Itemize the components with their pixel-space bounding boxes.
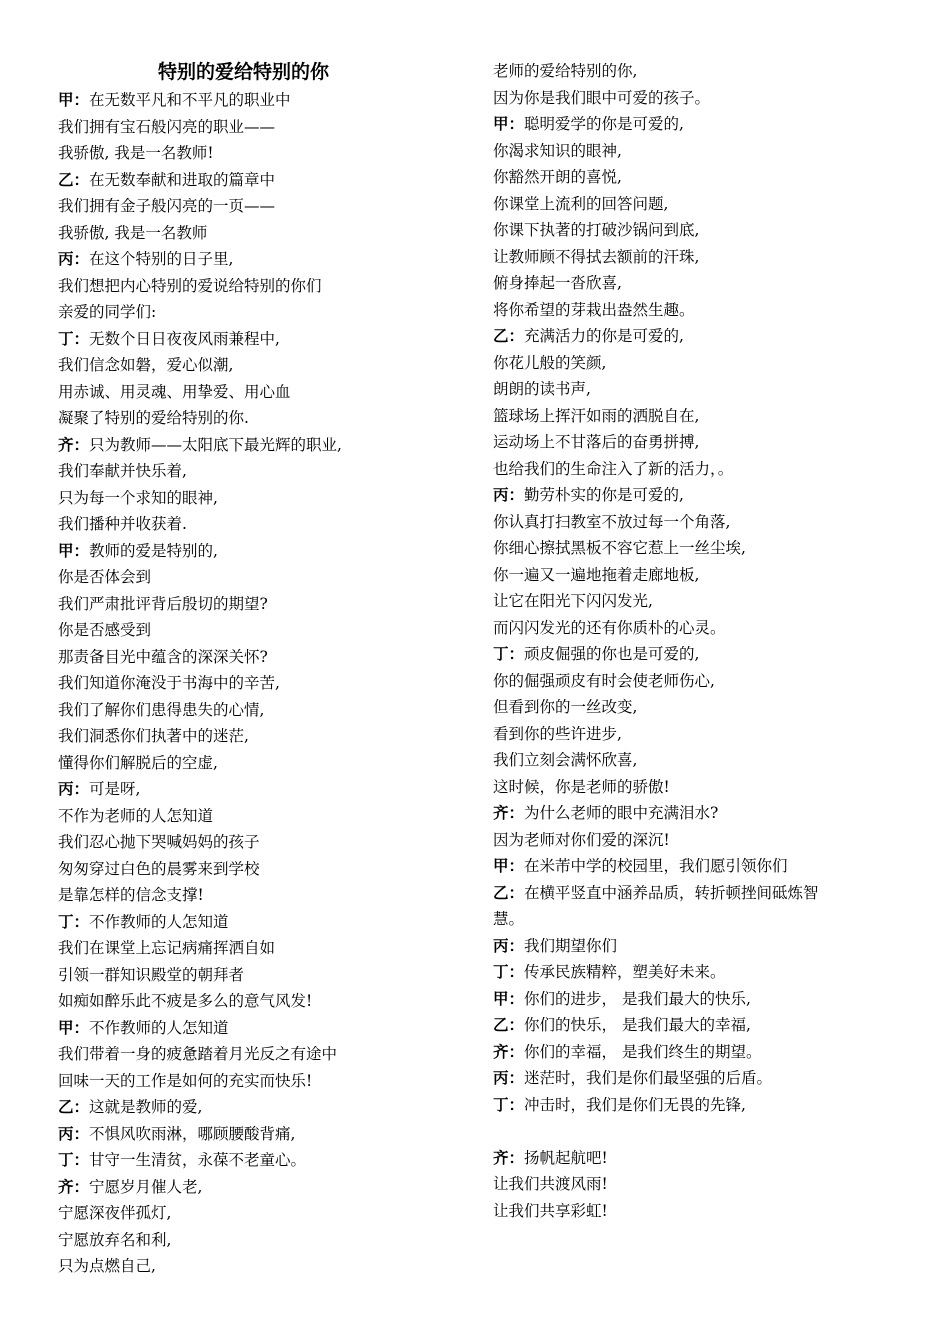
- line-text: 宁愿放弃名和利,: [58, 1230, 172, 1249]
- poem-line: [58, 273, 468, 300]
- speaker-label: 丙：: [493, 1069, 525, 1087]
- poem-line: [58, 1121, 468, 1148]
- line-text: 你渴求知识的眼神,: [493, 141, 622, 160]
- poem-line: [58, 803, 468, 830]
- poem-line: [58, 220, 468, 247]
- poem-line: [493, 641, 913, 668]
- poem-line: [58, 1227, 468, 1254]
- poem-line: [58, 326, 468, 353]
- line-text: 看到你的些许进步,: [493, 724, 622, 743]
- line-text: 你花儿般的笑颜,: [493, 353, 607, 372]
- line-text: 我们带着一身的疲惫踏着月光反之有途中: [58, 1045, 338, 1063]
- poem-line: [493, 164, 913, 191]
- poem-line: [58, 1041, 468, 1068]
- poem-line: [493, 323, 913, 350]
- speaker-label: 齐：: [493, 804, 525, 822]
- line-text: 那责备目光中蕴含的深深关怀?: [58, 647, 268, 666]
- poem-line: [493, 1092, 913, 1119]
- poem-line: [493, 906, 913, 933]
- line-text: 懂得你们解脱后的空虚,: [58, 753, 218, 772]
- line-text: 匆匆穿过白色的晨雾来到学校: [58, 859, 260, 878]
- speaker-label: 丁：: [58, 1151, 90, 1169]
- line-text: 你的倔强顽皮有时会使老师伤心,: [493, 671, 715, 690]
- poem-line: [58, 697, 468, 724]
- line-text: 引领一群知识殿堂的朝拜者: [58, 965, 245, 984]
- line-text: 我们拥有金子般闪亮的一页——: [58, 197, 276, 215]
- line-text: 将你希望的芽栽出盎然生趣。: [493, 300, 695, 319]
- line-text: 不惧风吹雨淋，哪顾腰酸背痛,: [89, 1124, 296, 1143]
- poem-line: [493, 721, 913, 748]
- line-text: 传承民族精粹，塑美好未来。: [524, 963, 726, 981]
- line-text: 在无数平凡和不平凡的职业中: [89, 91, 291, 109]
- poem-line: [493, 191, 913, 218]
- line-text: 我们期望你们: [524, 936, 618, 955]
- speaker-label: 甲：: [493, 857, 525, 875]
- poem-line: [493, 111, 913, 138]
- line-text: 你是否感受到: [58, 621, 152, 639]
- poem-line: [493, 747, 913, 774]
- blank-line: [493, 1118, 913, 1145]
- poem-line: [58, 87, 468, 114]
- poem-line: [58, 909, 468, 936]
- poem-line: [58, 538, 468, 565]
- line-text: 回味一天的工作是如何的充实而快乐!: [58, 1071, 313, 1090]
- right-column: [493, 58, 913, 1224]
- poem-line: [58, 114, 468, 141]
- poem-line: [493, 562, 913, 589]
- poem-line: [58, 432, 468, 459]
- line-text: 而闪闪发光的还有你质朴的心灵。: [493, 618, 726, 637]
- poem-line: [493, 350, 913, 377]
- line-text: 俯身捧起一沓欣喜,: [493, 274, 622, 292]
- poem-line: [58, 405, 468, 432]
- speaker-label: 丁：: [493, 963, 525, 981]
- poem-line: [58, 352, 468, 379]
- poem-line: [58, 458, 468, 485]
- poem-line: [493, 85, 913, 112]
- poem-line: [58, 644, 468, 671]
- poem-line: [493, 1065, 913, 1092]
- line-text: 冲击时，我们是你们无畏的先锋,: [524, 1095, 746, 1114]
- line-text: 我们严肃批评背后殷切的期望?: [58, 594, 268, 613]
- poem-line: [493, 800, 913, 827]
- poem-line: [493, 297, 913, 324]
- poem-line: [58, 511, 468, 538]
- poem-line: [493, 376, 913, 403]
- line-text: 不作为老师的人怎知道: [58, 806, 214, 825]
- speaker-label: 甲：: [493, 115, 525, 133]
- speaker-label: 丁：: [493, 645, 525, 663]
- line-text: 只为每一个求知的眼神,: [58, 488, 218, 507]
- speaker-label: 乙：: [58, 170, 90, 189]
- poem-line: [493, 933, 913, 960]
- line-text: 让教师顾不得拭去额前的汗珠,: [493, 247, 700, 266]
- poem-line: [58, 485, 468, 512]
- line-text: 你豁然开朗的喜悦,: [493, 168, 622, 186]
- line-text: 让我们共渡风雨!: [493, 1175, 608, 1193]
- line-text: 我们立刻会满怀欣喜,: [493, 751, 638, 769]
- line-text: 我骄傲, 我是一名教师!: [58, 144, 214, 162]
- poem-line: [493, 244, 913, 271]
- poem-line: [493, 1171, 913, 1198]
- line-text: 朗朗的读书声,: [493, 380, 591, 398]
- poem-line: [58, 1015, 468, 1042]
- line-text: 充满活力的你是可爱的,: [524, 327, 684, 345]
- poem-line: [58, 1068, 468, 1095]
- speaker-label: 乙：: [493, 1016, 525, 1034]
- poem-line: [493, 774, 913, 801]
- speaker-label: 甲：: [58, 1018, 90, 1037]
- poem-line: [58, 670, 468, 697]
- poem-line: [58, 962, 468, 989]
- line-text: 是靠怎样的信念支撑!: [58, 886, 204, 904]
- line-text: 我们洞悉你们执著中的迷茫,: [58, 727, 249, 745]
- line-text: 在横平竖直中涵养品质，转折顿挫间砥炼智: [524, 883, 819, 902]
- left-lines: [58, 87, 468, 1280]
- line-text: 无数个日日夜夜风雨兼程中,: [89, 329, 280, 348]
- poem-line: [493, 1198, 913, 1225]
- line-text: 勤劳朴实的你是可爱的,: [524, 486, 684, 504]
- speaker-label: 甲：: [493, 989, 525, 1008]
- line-text: 我们知道你淹没于书海中的辛苦,: [58, 674, 280, 692]
- line-text: 在这个特别的日子里,: [89, 250, 234, 268]
- line-text: 我骄傲, 我是一名教师: [58, 223, 208, 242]
- line-text: 我们奉献并快乐着,: [58, 462, 187, 480]
- line-text: 你一遍又一遍地拖着走廊地板,: [493, 565, 700, 584]
- line-text: 我们信念如磐，爱心似潮,: [58, 356, 234, 374]
- line-text: 不作教师的人怎知道: [89, 912, 229, 931]
- poem-line: [493, 588, 913, 615]
- poem-line: [58, 1147, 468, 1174]
- poem-line: [493, 217, 913, 244]
- speaker-label: 丙：: [493, 486, 525, 504]
- speaker-label: 乙：: [493, 327, 525, 345]
- line-text: 为什么老师的眼中充满泪水?: [524, 804, 719, 822]
- poem-line: [58, 591, 468, 618]
- line-text: 扬帆起航吧!: [524, 1148, 608, 1167]
- poem-line: [58, 723, 468, 750]
- poem-line: [493, 1012, 913, 1039]
- speaker-label: 乙：: [493, 883, 525, 902]
- poem-line: [493, 509, 913, 536]
- line-text: 我们想把内心特别的爱说给特别的你们: [58, 276, 322, 295]
- poem-line: [58, 776, 468, 803]
- line-text: 聪明爱学的你是可爱的,: [524, 115, 684, 133]
- poem-line: [58, 829, 468, 856]
- poem-line: [493, 138, 913, 165]
- poem-line: [493, 403, 913, 430]
- poem-line: [493, 1145, 913, 1172]
- poem-line: [493, 429, 913, 456]
- line-text: 让它在阳光下闪闪发光,: [493, 592, 653, 610]
- line-text: 你细心擦拭黑板不容它惹上一丝尘埃,: [493, 539, 746, 557]
- line-text: 这就是教师的爱,: [89, 1098, 203, 1116]
- speaker-label: 丙：: [58, 1124, 90, 1143]
- line-text: 我们拥有宝石般闪亮的职业——: [58, 117, 276, 136]
- speaker-label: 丙：: [58, 780, 90, 798]
- poem-line: [58, 856, 468, 883]
- line-text: 如痴如醉乐此不疲是多么的意气风发!: [58, 992, 313, 1010]
- poem-line: [493, 880, 913, 907]
- poem-line: [493, 853, 913, 880]
- poem-line: [493, 986, 913, 1013]
- line-text: 你们的快乐， 是我们最大的幸福,: [524, 1016, 751, 1034]
- speaker-label: 丙：: [58, 250, 90, 268]
- poem-line: [493, 668, 913, 695]
- poem-line: [58, 617, 468, 644]
- poem-line: [493, 694, 913, 721]
- poem-line: [493, 270, 913, 297]
- poem-line: [58, 988, 468, 1015]
- poem-line: [58, 299, 468, 326]
- right-lines: [493, 58, 913, 1224]
- line-text: 顽皮倔强的你也是可爱的,: [524, 645, 700, 663]
- poem-line: [58, 246, 468, 273]
- line-text: 你认真打扫教室不放过每一个角落,: [493, 512, 731, 531]
- line-text: 宁愿岁月催人老,: [89, 1177, 203, 1196]
- poem-line: [493, 535, 913, 562]
- speaker-label: 丁：: [493, 1095, 525, 1114]
- line-text: 在无数奉献和进取的篇章中: [89, 170, 276, 189]
- line-text: 这时候，你是老师的骄傲!: [493, 777, 670, 796]
- speaker-label: 齐：: [493, 1042, 525, 1061]
- speaker-label: 甲：: [58, 91, 90, 109]
- line-text: 老师的爱给特别的你,: [493, 62, 638, 80]
- line-text: 我们忍心抛下哭喊妈妈的孩子: [58, 833, 260, 851]
- line-text: 教师的爱是特别的,: [89, 541, 218, 560]
- line-text: 凝聚了特别的爱给特别的你.: [58, 409, 249, 427]
- line-text: 宁愿深夜伴孤灯,: [58, 1204, 172, 1222]
- line-text: 运动场上不甘落后的奋勇拼搏,: [493, 433, 700, 451]
- poem-line: [493, 482, 913, 509]
- poem-line: [58, 564, 468, 591]
- poem-line: [58, 935, 468, 962]
- line-text: 不作教师的人怎知道: [89, 1018, 229, 1037]
- speaker-label: 甲：: [58, 541, 90, 560]
- poem-line: [58, 167, 468, 194]
- line-text: 你课堂上流利的回答问题,: [493, 194, 669, 213]
- poem-line: [493, 615, 913, 642]
- line-text: 用赤诚、用灵魂、用挚爱、用心血: [58, 382, 291, 401]
- speaker-label: 丁：: [58, 912, 90, 931]
- line-text: 甘守一生清贫，永葆不老童心。: [89, 1151, 307, 1169]
- line-text: 让我们共享彩虹!: [493, 1201, 608, 1220]
- speaker-label: 丁：: [58, 329, 90, 348]
- speaker-label: 齐：: [493, 1148, 525, 1167]
- poem-line: [58, 1253, 468, 1280]
- line-text: 可是呀,: [89, 780, 141, 798]
- line-text: 亲爱的同学们:: [58, 303, 157, 321]
- line-text: 你们的进步， 是我们最大的快乐,: [524, 989, 751, 1008]
- poem-line: [493, 959, 913, 986]
- poem-line: [58, 193, 468, 220]
- poem-line: [493, 58, 913, 85]
- poem-line: [58, 882, 468, 909]
- poem-line: [493, 827, 913, 854]
- left-column: [58, 58, 468, 1280]
- line-text: 我们了解你们患得患失的心情,: [58, 700, 265, 719]
- poem-line: [58, 379, 468, 406]
- poem-line: [58, 1094, 468, 1121]
- line-text: 因为你是我们眼中可爱的孩子。: [493, 88, 711, 107]
- line-text: 篮球场上挥汗如雨的洒脱自在,: [493, 406, 700, 425]
- poem-line: [493, 456, 913, 483]
- line-text: 慧。: [493, 910, 525, 928]
- line-text: 在米芾中学的校园里，我们愿引领你们: [524, 857, 788, 875]
- line-text: 你课下执著的打破沙锅问到底,: [493, 221, 700, 239]
- speaker-label: 乙：: [58, 1098, 90, 1116]
- line-text: 你是否体会到: [58, 568, 152, 586]
- poem-line: [58, 750, 468, 777]
- poem-line: [58, 1174, 468, 1201]
- line-text: 也给我们的生命注入了新的活力，。: [493, 459, 734, 478]
- line-text: 我们播种并收获着.: [58, 515, 187, 533]
- line-text: 我们在课堂上忘记病痛挥洒自如: [58, 939, 276, 957]
- speaker-label: 齐：: [58, 1177, 90, 1196]
- line-text: 只为点燃自己,: [58, 1257, 156, 1275]
- poem-line: [58, 140, 468, 167]
- line-text: 你们的幸福， 是我们终生的期望。: [524, 1042, 762, 1061]
- line-text: 因为老师对你们爱的深沉!: [493, 830, 670, 849]
- line-text: 只为教师——太阳底下最光辉的职业,: [89, 435, 342, 454]
- line-text: 迷茫时，我们是你们最坚强的后盾。: [524, 1069, 773, 1087]
- page-title: 特别的爱给特别的你: [158, 61, 330, 83]
- speaker-label: 齐：: [58, 435, 90, 454]
- poem-line: [493, 1039, 913, 1066]
- line-text: 但看到你的一丝改变,: [493, 698, 638, 716]
- speaker-label: 丙：: [493, 936, 525, 955]
- poem-line: [58, 1200, 468, 1227]
